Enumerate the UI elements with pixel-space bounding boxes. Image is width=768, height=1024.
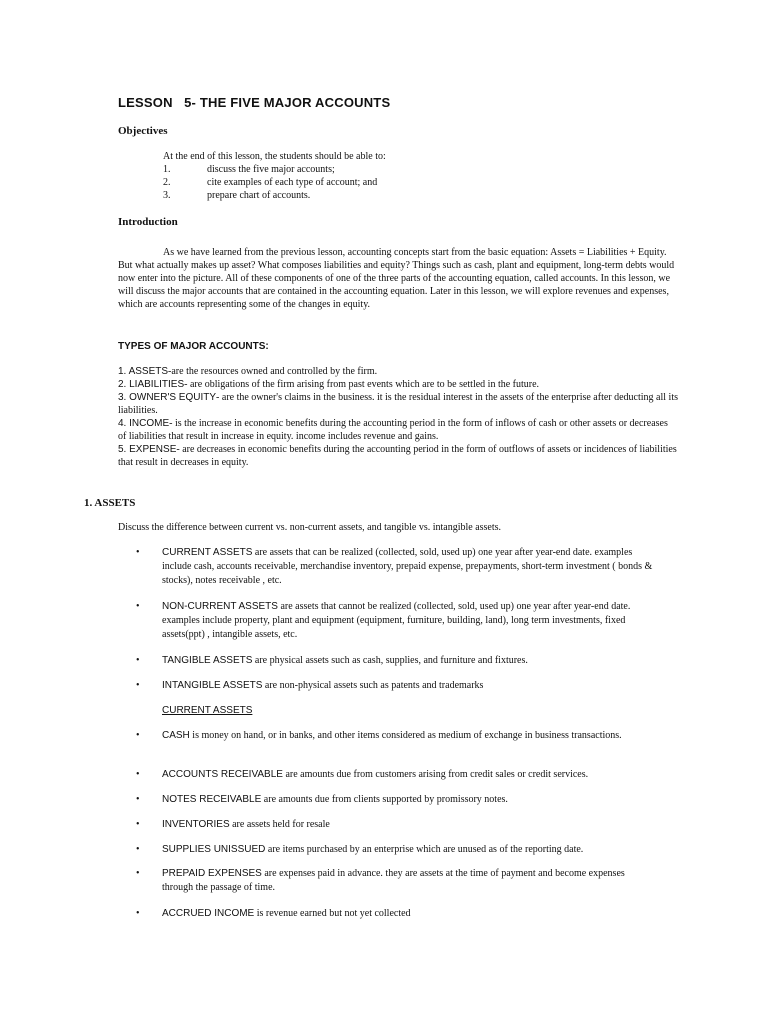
bullet-text: are expenses paid in advance. they are assets at the time of payment and become expenses through the passage of time.: [162, 868, 625, 893]
objective-item: [163, 163, 335, 176]
bullet-term: ACCOUNTS RECEIVABLE: [162, 769, 283, 780]
type-text: - are decreases in economic benefits during the accounting period in the form of outflows of assets or incidences of liabilities that result in decreases in equity.: [118, 444, 677, 468]
type-text: - is the increase in economic benefits during the accounting period in the form of inflows of cash or other assets or decreases of liabilities that result in increase in equity. income includes revenue and gains.: [118, 418, 668, 442]
assets-discussion: Discuss the difference between current vs. non-current assets, and tangible vs. intangible assets.: [118, 522, 502, 533]
type-text: -are the resources owned and controlled by the firm.: [168, 366, 378, 377]
bullet-term: TANGIBLE ASSETS: [162, 655, 253, 666]
type-item: [118, 391, 678, 417]
types-list: [118, 365, 678, 469]
type-term: 4. INCOME: [118, 418, 170, 429]
type-item: [118, 443, 678, 469]
types-heading: TYPES OF MAJOR ACCOUNTS:: [118, 341, 269, 352]
bullet-term: CASH: [162, 730, 190, 741]
current-assets-heading: CURRENT ASSETS: [162, 705, 253, 716]
bullet-term: NOTES RECEIVABLE: [162, 794, 262, 805]
objective-number: 3.: [163, 190, 171, 201]
objectives-intro: At the end of this lesson, the students should be able to:: [163, 151, 386, 162]
objective-text: discuss the five major accounts;: [207, 164, 335, 175]
bullet-term: ACCRUED INCOME: [162, 908, 255, 919]
bullet-text: are non-physical assets such as patents and trademarks: [262, 680, 484, 691]
bullet-term: SUPPLIES UNISSUED: [162, 844, 266, 855]
bullet-icon: •: [136, 908, 140, 919]
bullet-text: is money on hand, or in banks, and other items considered as medium of exchange in business transactions.: [189, 730, 622, 741]
type-term: 2. LIABILITIES: [118, 379, 185, 390]
bullet-icon: •: [136, 819, 140, 830]
bullet-text: are items purchased by an enterprise which are unused as of the reporting date.: [265, 844, 584, 855]
type-term: 3. OWNER'S EQUITY: [118, 392, 217, 403]
type-text: - are the owner's claims in the business. it is the residual interest in the assets of the enterprise after deducting all its liabilities.: [118, 392, 678, 416]
objective-text: cite examples of each type of account; and: [207, 177, 378, 188]
bullet-term: INVENTORIES: [162, 819, 230, 830]
bullet-term: PREPAID EXPENSES: [162, 868, 262, 879]
bullet-icon: •: [136, 868, 140, 879]
bullet-icon: •: [136, 769, 140, 780]
objective-text: prepare chart of accounts.: [207, 190, 311, 201]
type-text: - are obligations of the firm arising from past events which are to be settled in the future.: [184, 379, 540, 390]
type-term: 1. ASSETS: [118, 366, 169, 377]
lesson-title: LESSON 5- THE FIVE MAJOR ACCOUNTS: [118, 95, 391, 110]
objective-item: [163, 176, 377, 189]
bullet-text: are physical assets such as cash, supplies, and furniture and fixtures.: [252, 655, 528, 666]
bullet-icon: •: [136, 730, 140, 741]
type-item: [118, 365, 678, 378]
objective-item: [163, 189, 310, 202]
bullet-icon: •: [136, 601, 140, 612]
objectives-heading: Objectives: [118, 125, 168, 137]
objective-number: 2.: [163, 177, 171, 188]
bullet-icon: •: [136, 655, 140, 666]
bullet-icon: •: [136, 547, 140, 558]
bullet-icon: •: [136, 680, 140, 691]
bullet-icon: •: [136, 794, 140, 805]
bullet-text: are assets that cannot be realized (collected, sold, used up) one year after year-end date. examples include property, plant and equipment (equipment, furniture, building, land), long term investments, fixed assets(ppt) , intangible assets, etc.: [162, 601, 631, 640]
bullet-text: are assets that can be realized (collected, sold, used up) one year after year-end date. examples include cash, accounts receivable, merchandise inventory, prepaid expense, prepayments, short-term investment ( bonds & stocks), notes receivable , etc.: [162, 547, 653, 586]
assets-heading: 1. ASSETS: [84, 497, 136, 509]
bullet-text: are assets held for resale: [229, 819, 330, 830]
bullet-term: CURRENT ASSETS: [162, 547, 253, 558]
introduction-heading: Introduction: [118, 216, 178, 228]
type-term: 5. EXPENSE: [118, 444, 177, 455]
bullet-icon: •: [136, 844, 140, 855]
bullet-term: INTANGIBLE ASSETS: [162, 680, 263, 691]
bullet-text: are amounts due from clients supported by promissory notes.: [261, 794, 508, 805]
bullet-term: NON-CURRENT ASSETS: [162, 601, 278, 612]
bullet-text: is revenue earned but not yet collected: [254, 908, 411, 919]
objective-number: 1.: [163, 164, 171, 175]
introduction-paragraph: As we have learned from the previous lesson, accounting concepts start from the basic equation: Assets = Liabilities + Equity. But what actually makes up asset? What composes liabilities and equity? Things such as cash, plant and equipment, long-term debts would now enter into the picture. All of these components of one of the three parts of the accounting equation, called accounts. In this lesson, we will discuss the major accounts that are contained in the accounting equation. Later in this lesson, we will explore revenues and expenses, which are accounts representing some of the changes in equity.: [118, 247, 675, 310]
type-item: [118, 417, 678, 443]
type-item: [118, 378, 678, 391]
bullet-text: are amounts due from customers arising from credit sales or credit services.: [282, 769, 589, 780]
